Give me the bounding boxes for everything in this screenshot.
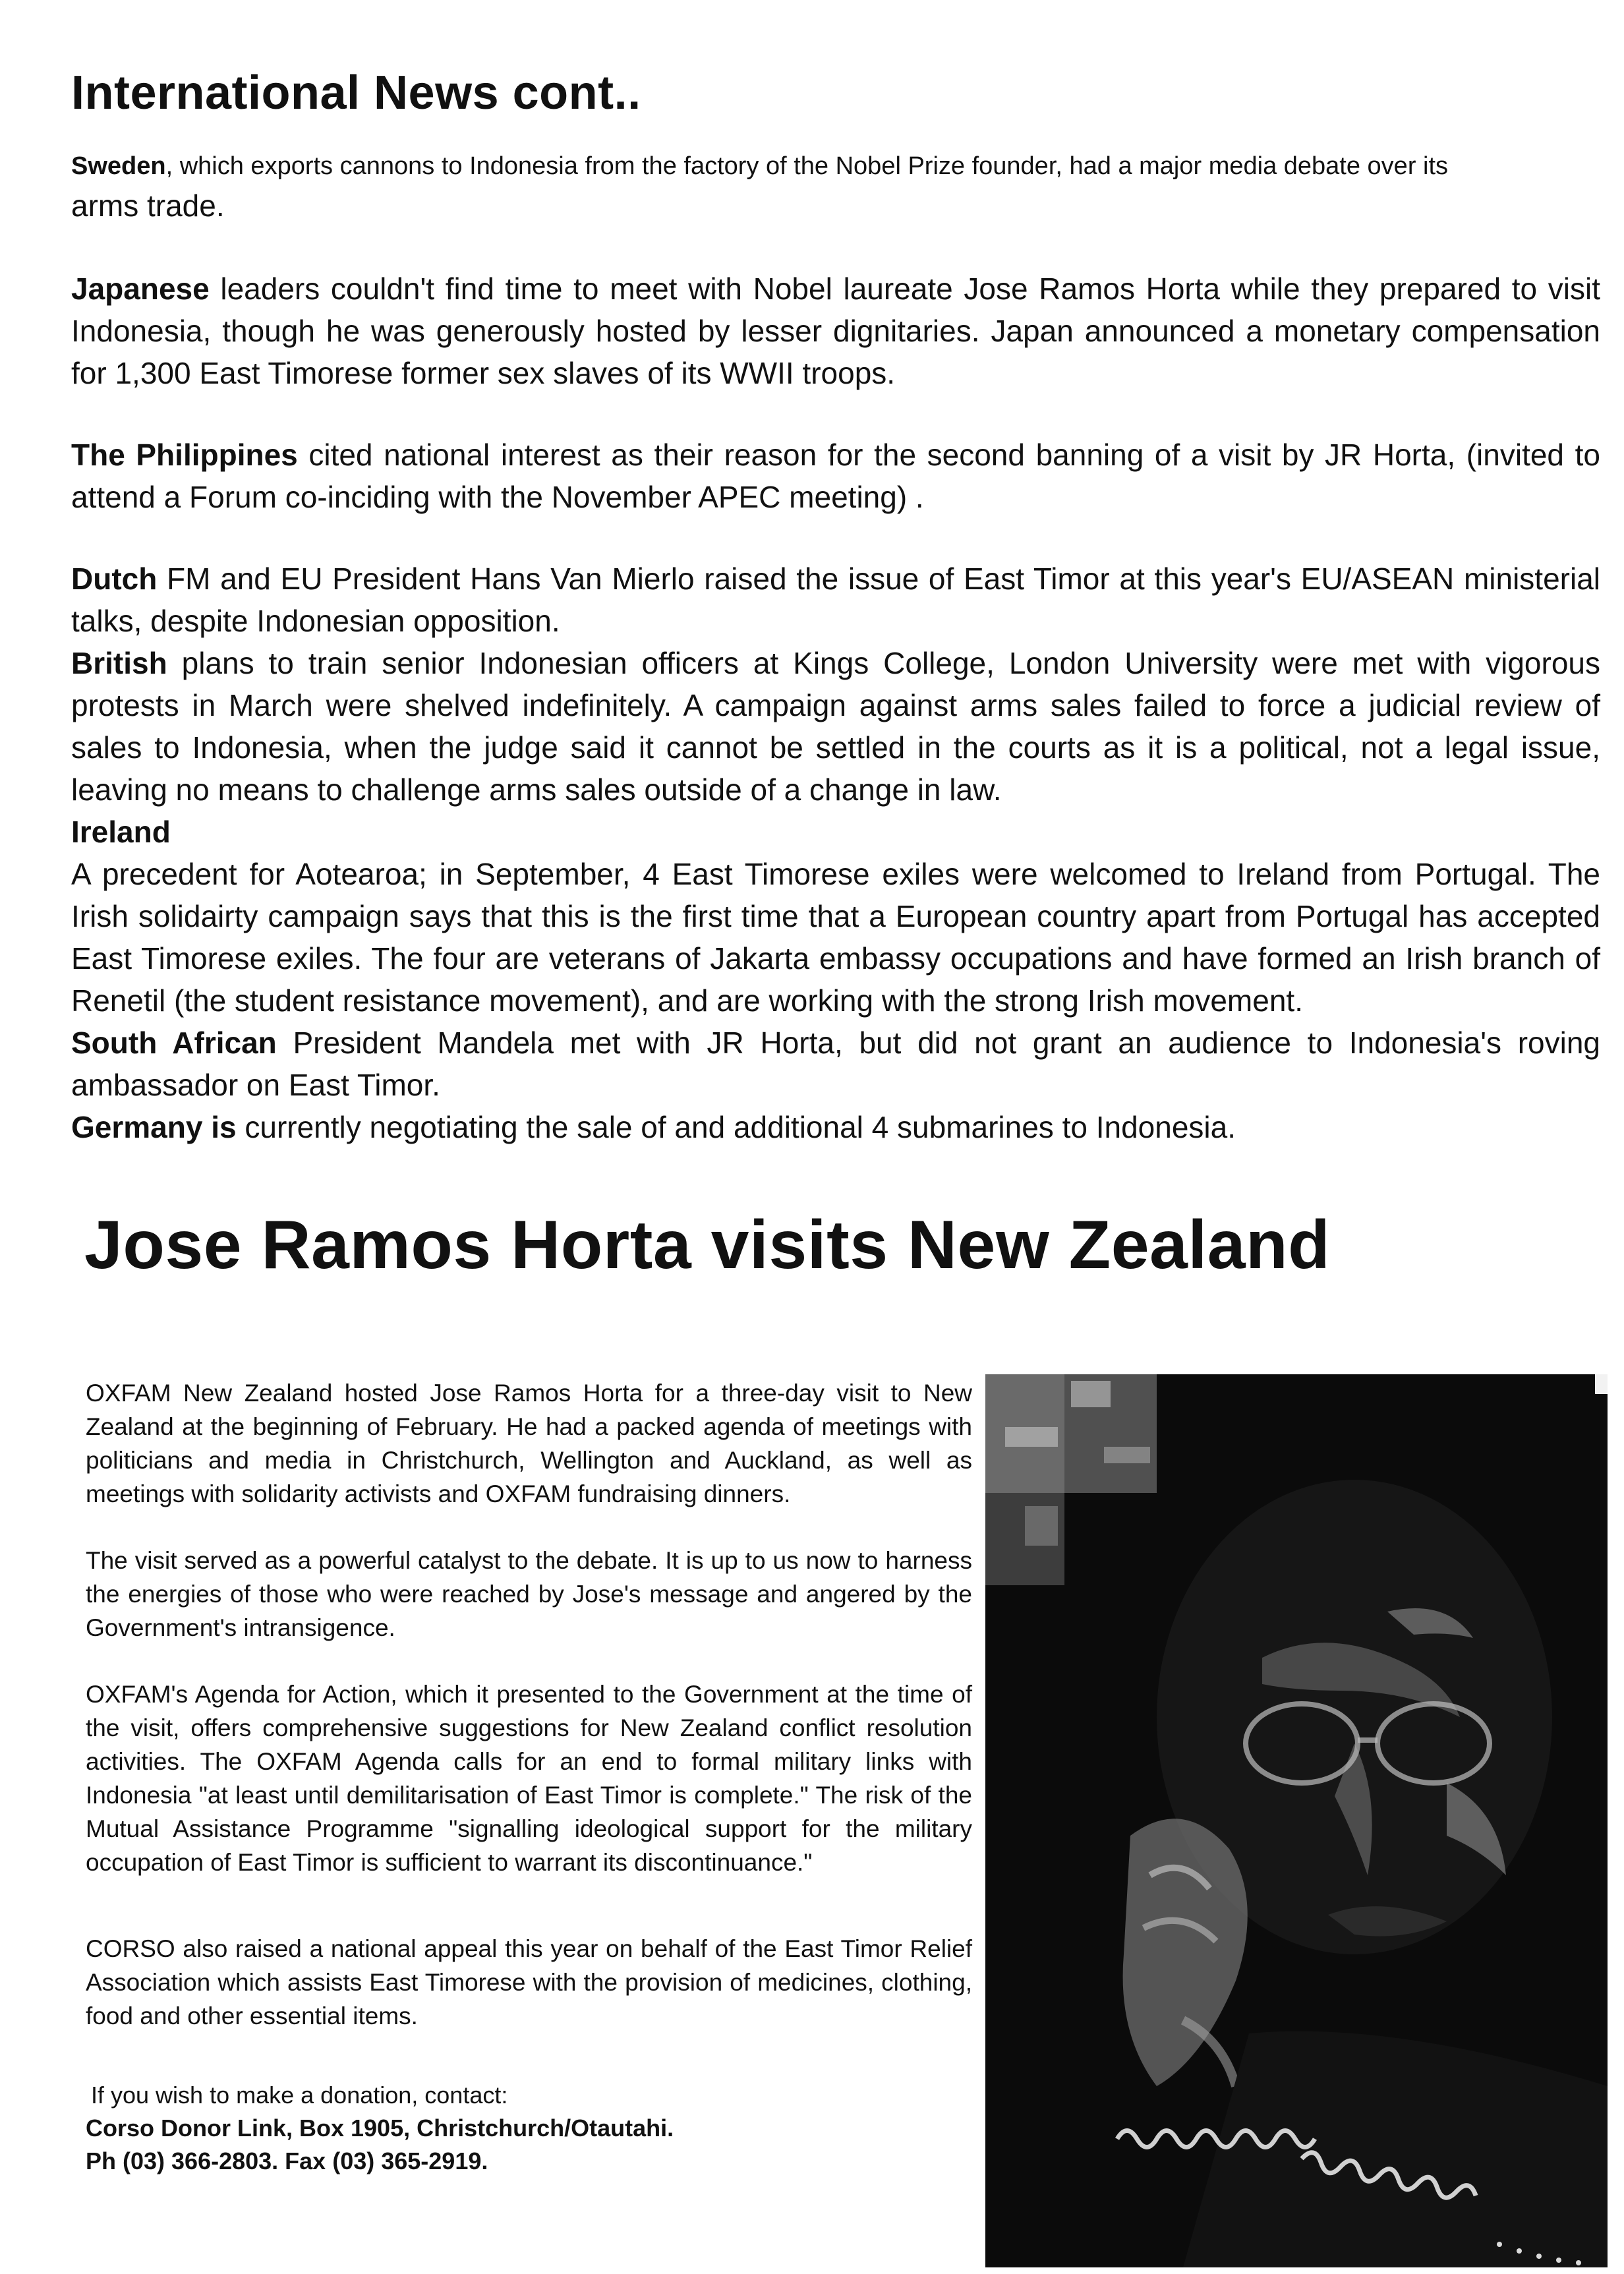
philippines-country: The Philippines bbox=[71, 438, 298, 472]
germany-item bbox=[71, 1106, 1600, 1148]
article-paragraph-3: OXFAM's Agenda for Action, which it presented to the Government at the time of the visit, offers comprehensive suggestions for New Zealand conflict resolution activities. The OXFAM Agenda calls for an end to formal military links with Indonesia "at least until demilitarisation of East Timor is complete." The risk of the Mutual Assistance Programme "signalling ideological support for the military occupation of East Timor is sufficient to warrant its discontinuance." bbox=[86, 1681, 972, 1876]
philippines-item bbox=[71, 434, 1600, 518]
photo-illustration bbox=[985, 1374, 1608, 2267]
south-africa-text: President Mandela met with JR Horta, but did not grant an audience to Indonesia's roving ambassador on East Timor. bbox=[71, 1026, 1600, 1102]
ireland-heading: Ireland bbox=[71, 815, 171, 849]
donation-contact bbox=[86, 2079, 972, 2178]
dutch-item bbox=[71, 558, 1600, 642]
british-country: British bbox=[71, 646, 167, 680]
article-paragraph-2: The visit served as a powerful catalyst to the debate. It is up to us now to harness the energies of those who were reached by Jose's message and angered by the Government's intransigence. bbox=[86, 1547, 972, 1641]
dutch-country: Dutch bbox=[71, 562, 158, 596]
sweden-country: Sweden bbox=[71, 152, 166, 180]
article-paragraph-4: CORSO also raised a national appeal this year on behalf of the East Timor Relief Association which assists East Timorese with the provision of medicines, clothing, food and other essential items. bbox=[86, 1935, 972, 2029]
section-title: International News cont.. bbox=[71, 67, 641, 119]
dutch-text: FM and EU President Hans Van Mierlo raised the issue of East Timor at this year's EU/ASEAN ministerial talks, despite Indonesian opposition. bbox=[71, 562, 1600, 638]
philippines-text: cited national interest as their reason for the second banning of a visit by JR Horta, (invited to attend a Forum co-inciding with the November APEC meeting) . bbox=[71, 438, 1600, 514]
sweden-item bbox=[71, 146, 1600, 228]
south-africa-item bbox=[71, 1022, 1600, 1106]
contact-address: Corso Donor Link, Box 1905, Christchurch/Otautahi. bbox=[86, 2114, 674, 2142]
article-paragraph-1: OXFAM New Zealand hosted Jose Ramos Horta for a three-day visit to New Zealand at the beginning of February. He had a packed agenda of meetings with politicians and media in Christchurch, Wellington and Auckland, as well as meetings with solidarity activists and OXFAM fundraising dinners. bbox=[86, 1380, 972, 1507]
contact-intro: If you wish to make a donation, contact: bbox=[91, 2082, 508, 2109]
japan-item bbox=[71, 268, 1600, 394]
sweden-text: , which exports cannons to Indonesia from the factory of the Nobel Prize founder, had a major media debate over its bbox=[165, 152, 1449, 180]
article-headline: Jose Ramos Horta visits New Zealand bbox=[84, 1207, 1331, 1283]
horta-photo bbox=[985, 1374, 1608, 2267]
british-text: plans to train senior Indonesian officers at Kings College, London University were met with vigorous protests in March were shelved indefinitely. A campaign against arms sales failed to force a judicial review of sales to Indonesia, when the judge said it cannot be settled in the courts as it is a political, not a legal issue, leaving no means to challenge arms sales outside of a change in law. bbox=[71, 646, 1600, 807]
international-news-body bbox=[71, 146, 1600, 1148]
japan-country: Japanese bbox=[71, 272, 210, 306]
germany-text: currently negotiating the sale of and additional 4 submarines to Indonesia. bbox=[236, 1110, 1236, 1144]
ireland-item: A precedent for Aotearoa; in September, 4 East Timorese exiles were welcomed to Ireland from Portugal. The Irish solidairty campaign says that this is the first time that a European country apart from Portugal has accepted East Timorese exiles. The four are veterans of Jakarta embassy occupations and have formed an Irish branch of Renetil (the student resistance movement), and are working with the strong Irish movement. bbox=[71, 857, 1600, 1018]
germany-country: Germany is bbox=[71, 1110, 237, 1144]
south-africa-country: South African bbox=[71, 1026, 277, 1060]
article-column bbox=[86, 1376, 972, 2178]
british-item bbox=[71, 642, 1600, 811]
contact-phone: Ph (03) 366-2803. Fax (03) 365-2919. bbox=[86, 2147, 488, 2174]
japan-text: leaders couldn't find time to meet with Nobel laureate Jose Ramos Horta while they prepared to visit Indonesia, though he was generously hosted by lesser dignitaries. Japan announced a monetary compensation for 1,300 East Timorese former sex slaves of its WWII troops. bbox=[71, 272, 1600, 390]
ireland-heading-line bbox=[71, 811, 1600, 853]
sweden-tail: arms trade. bbox=[71, 189, 225, 223]
